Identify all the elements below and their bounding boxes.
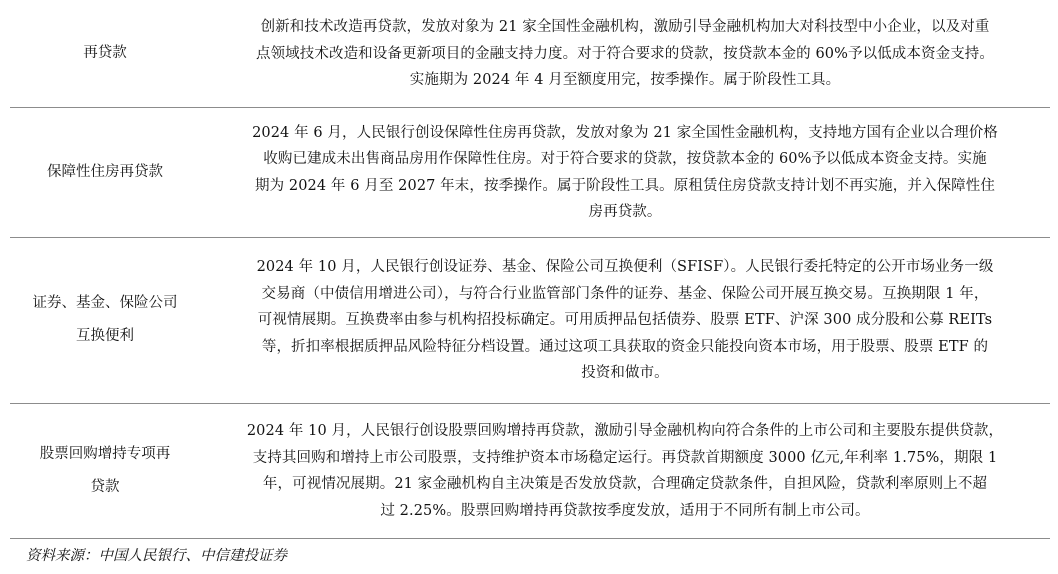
tool-name-line: 证券、基金、保险公司 — [32, 295, 178, 311]
tool-name-cell — [10, 0, 200, 107]
description-line: 投资和做市。 — [581, 365, 669, 382]
tool-name-line: 再贷款 — [83, 44, 127, 61]
tool-description-cell — [200, 0, 1050, 107]
table-row — [10, 107, 1050, 237]
description-line: 房再贷款。 — [588, 204, 662, 220]
table-row — [10, 237, 1050, 403]
table-body — [10, 0, 1050, 538]
table-row — [10, 403, 1050, 538]
tool-name-line: 互换便利 — [76, 328, 134, 344]
description-line: 2024 年 10 月，人民银行创设股票回购增持再贷款，激励引导金融机构向符合条件的上市公司和主要股东提供贷款， — [246, 423, 1004, 439]
tool-name-line: 股票回购增持专项再 — [39, 445, 171, 462]
tool-name-line: 贷款 — [90, 478, 120, 495]
description-line: 实施期为 2024 年 4 月至额度用完，按季操作。属于阶段性工具。 — [409, 72, 841, 88]
description-line: 点领域技术改造和设备更新项目的金融支持力度。对于符合要求的贷款，按贷款本金的 60%予以低成本资金支持。 — [255, 45, 995, 62]
source-note: 资料来源：中国人民银行、中信建投证券 — [26, 548, 287, 564]
description-line: 创新和技术改造再贷款，发放对象为 21 家全国性金融机构，激励引导金融机构加大对科技型中小企业，以及对重 — [260, 19, 990, 35]
description-line: 可视情展期。互换费率由参与机构招投标确定。可用质押品包括债券、股票 ETF、沪深 300 成分股和公募 REITs — [257, 312, 993, 329]
description-line: 支持其回购和增持上市公司股票，支持维护资本市场稳定运行。再贷款首期额度 3000 亿元,年利率 1.75%，期限 1 — [252, 449, 998, 466]
description-line: 等，折扣率根据质押品风险特征分档设置。通过这项工具获取的资金只能投向资本市场，用于股票、股票 ETF 的 — [261, 338, 989, 355]
description-line: 期为 2024 年 6 月至 2027 年末，按季操作。属于阶段性工具。原租赁住房贷款支持计划不再实施，并入保障性住 — [255, 177, 995, 194]
description-line: 2024 年 6 月，人民银行创设保障性住房再贷款，发放对象为 21 家全国性金融机构，支持地方国有企业以合理价格 — [252, 124, 998, 141]
description-line: 年，可视情况展期。21 家金融机构自主决策是否发放贷款，合理确定贷款条件，自担风险，贷款利率原则上不超 — [262, 476, 988, 492]
tool-description-cell — [200, 237, 1050, 403]
table-row — [10, 0, 1050, 107]
tool-name-cell — [10, 403, 200, 538]
tool-name-cell — [10, 237, 200, 403]
tool-name-cell — [10, 107, 200, 237]
description-line: 收购已建成未出售商品房用作保障性住房。对于符合要求的贷款，按贷款本金的 60%予以低成本资金支持。实施 — [263, 151, 987, 167]
description-line: 2024 年 10 月，人民银行创设证券、基金、保险公司互换便利（SFISF）。人民银行委托特定的公开市场业务一级 — [256, 259, 994, 276]
tool-name-line: 保障性住房再贷款 — [47, 163, 163, 180]
tool-description-cell — [200, 403, 1050, 538]
policy-tools-table — [10, 0, 1050, 539]
tool-description-cell — [200, 107, 1050, 237]
description-line: 交易商（中债信用增进公司），与符合行业监管部门条件的证券、基金、保险公司开展互换交易。互换期限 1 年， — [261, 285, 989, 302]
description-line: 过 2.25%。股票回购增持再贷款按季度发放，适用于不同所有制上市公司。 — [380, 502, 870, 519]
